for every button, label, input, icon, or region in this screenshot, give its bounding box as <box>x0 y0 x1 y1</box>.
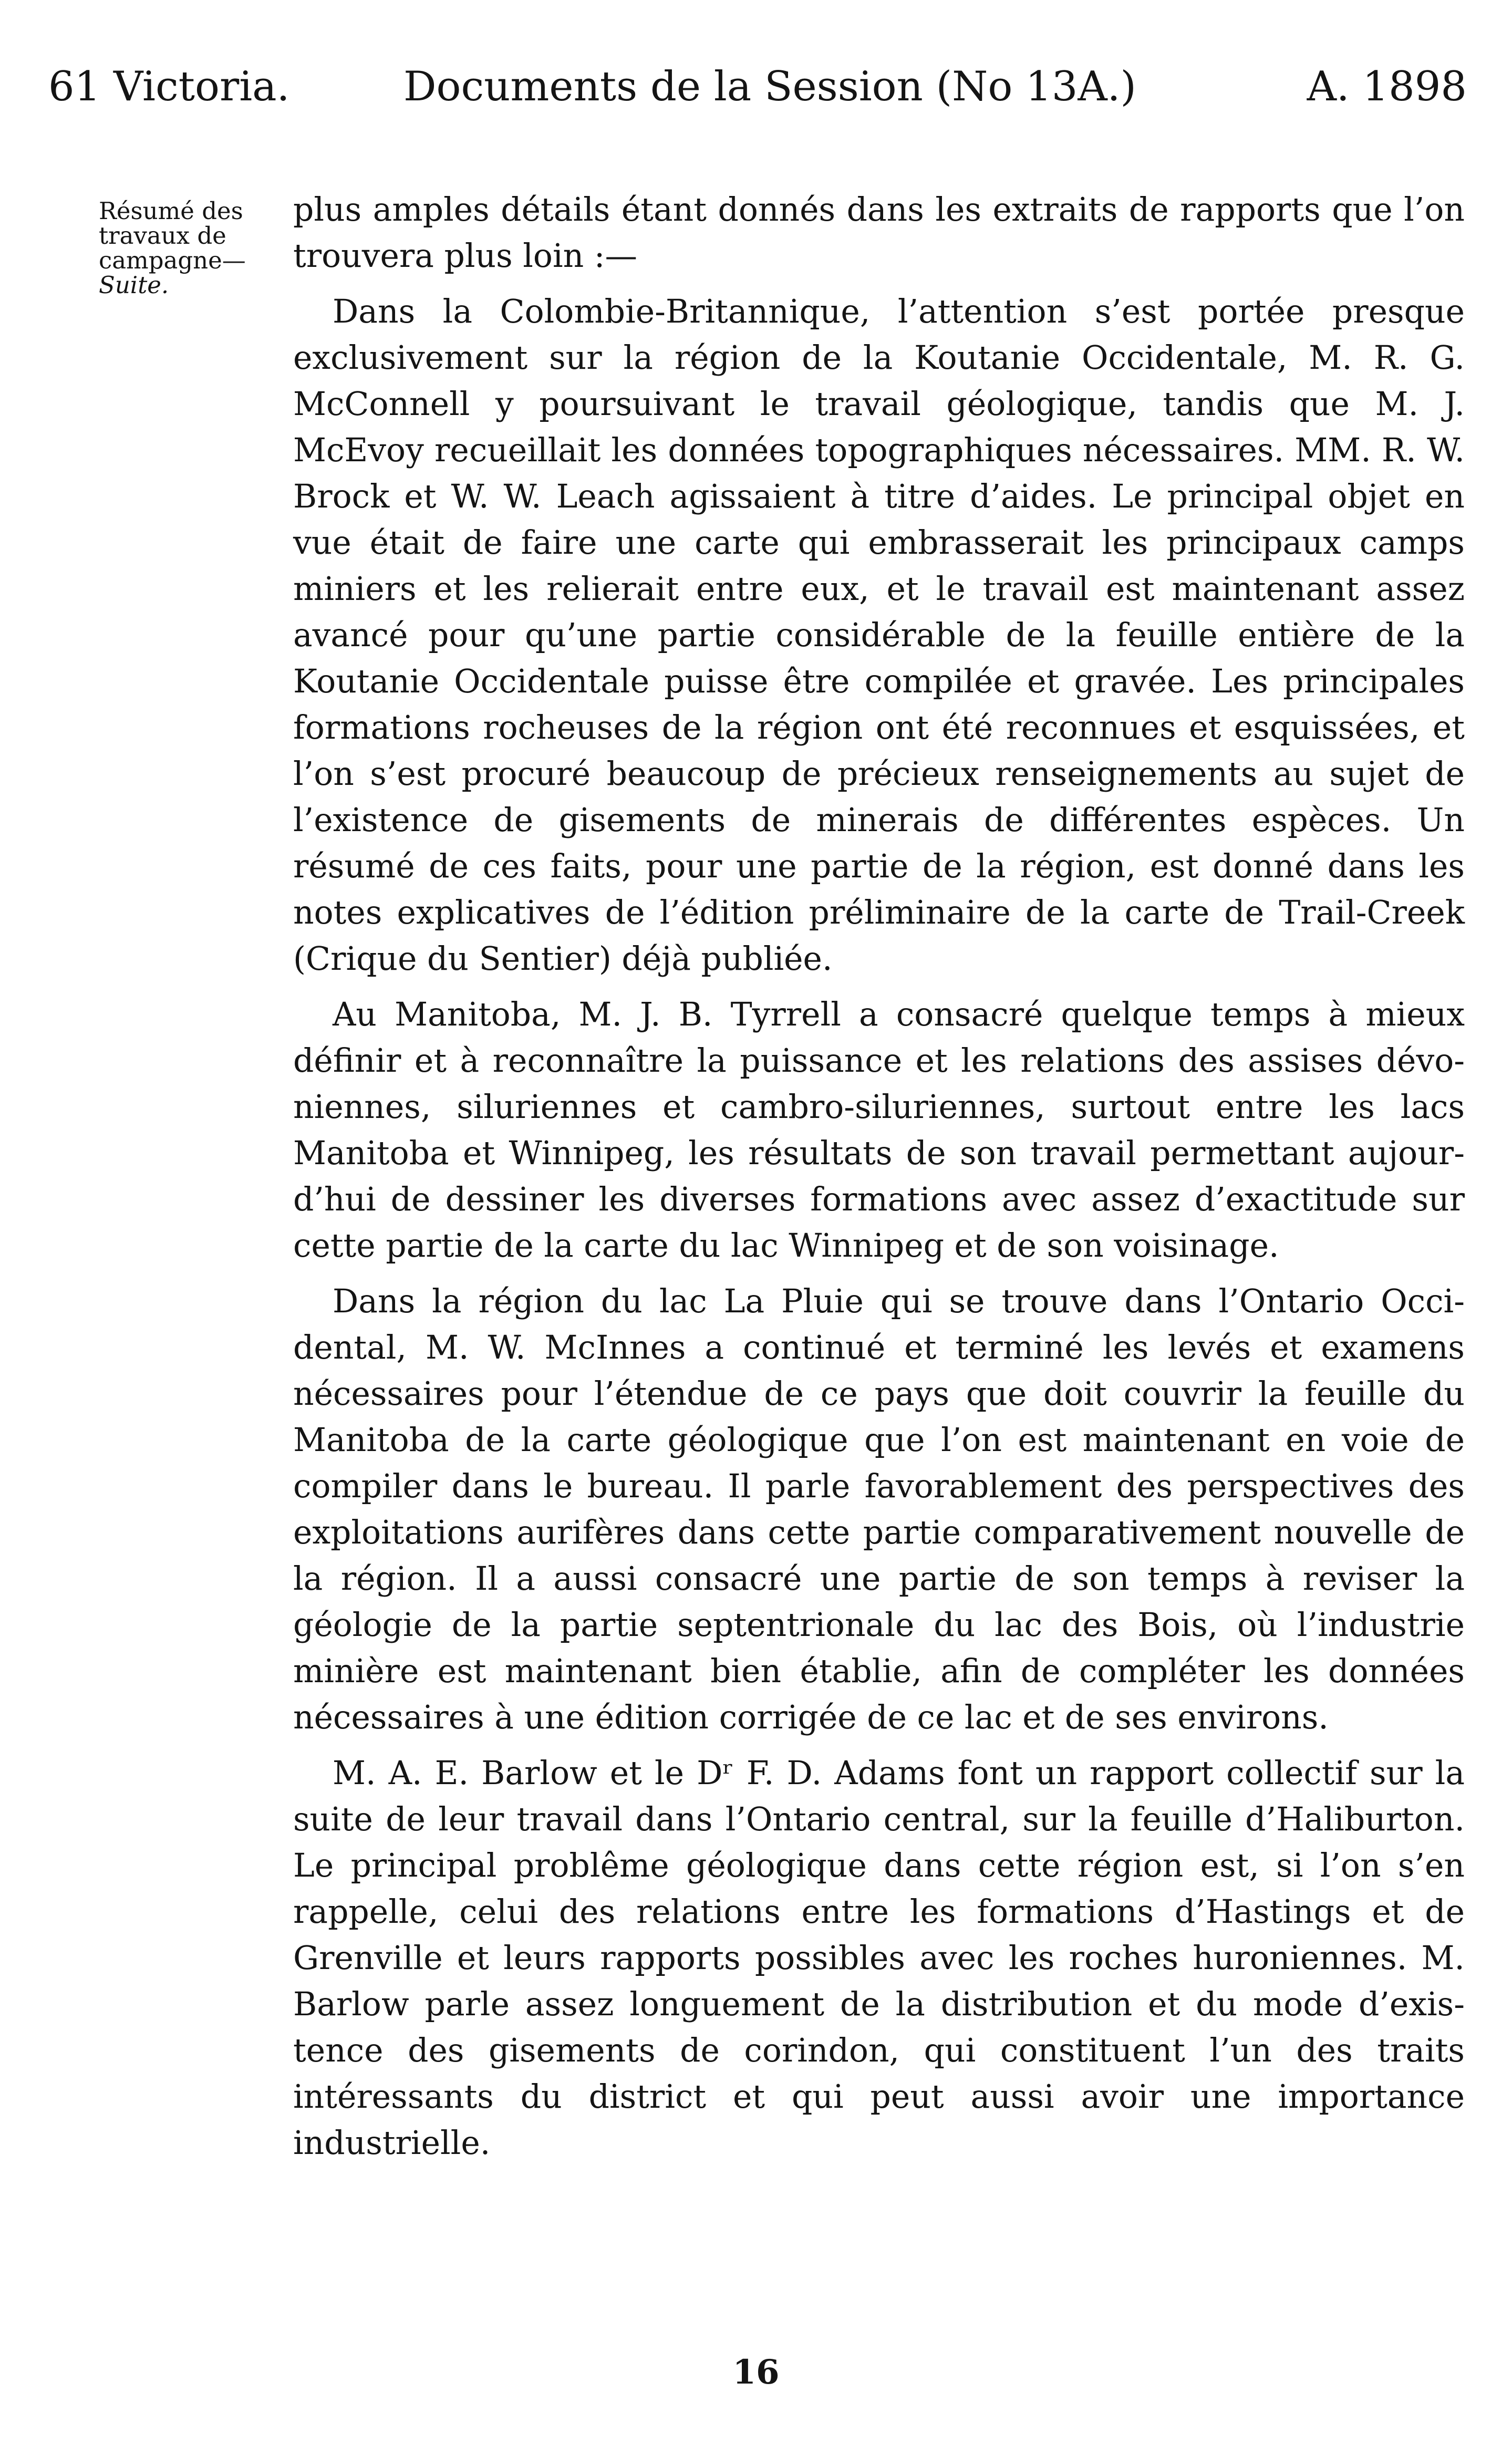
paragraph-colombie-britannique: Dans la Colombie-Britannique, l’attention s’est portée presque exclusivement sur la région de la Koutanie Occidentale, M. R. G. McConnell y poursuivant le travail géologique, tandis que M. J. McEvoy recueillait les données topographiques nécessaires. MM. R. W. Brock et W. W. Leach agissaient à titre d’aides. Le principal objet en vue était de faire une carte qui embrasserait les principaux camps miniers et les relierait entre eux, et le travail est maintenant assez avancé pour qu’une partie considérable de la feuille entière de la Koutanie Occidentale puisse être compilée et gravée. Les principales formations rocheuses de la région ont été reconnues et esquissées, et l’on s’est procuré beaucoup de précieux renseignements au sujet de l’existence de gisements de minerais de différentes espèces. Un résumé de ces faits, pour une partie de la région, est donné dans les notes explicatives de l’édition préliminaire de la carte de Trail-Creek (Crique du Sentier) déjà publiée. <box>293 293 1465 978</box>
header-volume: 61 Victoria. <box>48 63 290 110</box>
margin-note-line: Résumé des <box>99 197 243 225</box>
paragraph-manitoba: Au Manitoba, M. J. B. Tyrrell a consacré quelque temps à mieux définir et à reconnaître la puissance et les relations des assises dévoniennes, siluriennes et cambro-siluriennes, surtout entre les lacs Manitoba et Winnipeg, les résultats de son travail permettant aujourd’hui de dessiner les diverses formations avec assez d’exactitude sur cette partie de la carte du lac Winnipeg et de son voisinage. <box>293 996 1465 1265</box>
paragraph-continuation: plus amples détails étant donnés dans les extraits de rapports que l’on trouvera plus loin :— <box>293 191 1465 275</box>
margin-note-line: campagne— <box>99 246 246 274</box>
header-year: A. 1898 <box>1307 63 1467 110</box>
page-number: 16 <box>732 2353 780 2392</box>
margin-note-suite: Suite. <box>99 271 169 299</box>
paragraph-ontario-central: M. A. E. Barlow et le Dʳ F. D. Adams font un rapport collectif sur la suite de leur travail dans l’Ontario central, sur la feuille d’Haliburton. Le principal problême géologique dans cette région est, si l’on s’en rappelle, celui des relations entre les formations d’Hastings et de Grenville et leurs rapports possibles avec les roches huroniennes. M. Barlow parle assez longuement de la distribution et du mode d’existence des gisements de corindon, qui constituent l’un des traits intéressants du district et qui peut aussi avoir une importance industrielle. <box>293 1754 1465 2162</box>
running-header <box>48 47 1467 126</box>
body-text <box>293 187 1465 2176</box>
margin-note <box>99 199 277 297</box>
paragraph-lac-la-pluie: Dans la région du lac La Pluie qui se trouve dans l’Ontario Occidental, M. W. McInnes a continué et terminé les levés et examens nécessaires pour l’étendue de ce pays que doit couvrir la feuille du Manitoba de la carte géologique que l’on est maintenant en voie de compiler dans le bureau. Il parle favorablement des perspectives des exploitations aurifères dans cette partie comparativement nouvelle de la région. Il a aussi consacré une partie de son temps à reviser la géologie de la partie septentrionale du lac des Bois, où l’industrie minière est maintenant bien établie, afin de compléter les données nécessaires à une édition corrigée de ce lac et de ses environs. <box>293 1282 1465 1736</box>
header-title: Documents de la Session (No 13A.) <box>403 63 1136 110</box>
margin-note-line: travaux de <box>99 222 226 250</box>
